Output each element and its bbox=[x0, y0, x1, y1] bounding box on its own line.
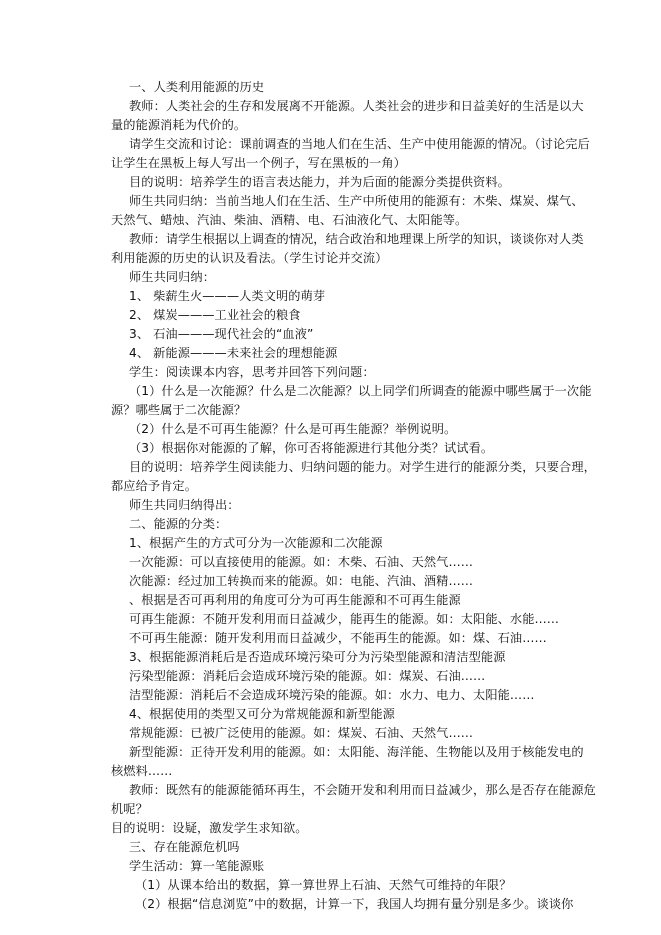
text-line: 、根据是否可再利用的角度可分为可再生能源和不可再生能源 bbox=[129, 593, 461, 607]
text-line: （1）从课本给出的数据，算一算世界上石油、天然气可维持的年限？ bbox=[135, 878, 512, 892]
text-line: 天然气、蜡烛、汽油、柴油、酒精、电、石油液化气、太阳能等。 bbox=[111, 213, 468, 227]
text-line: 核燃料…… bbox=[111, 764, 173, 778]
text-line: 3、根据能源消耗后是否造成环境污染可分为污染型能源和清洁型能源 bbox=[129, 650, 506, 664]
text-line: 4、根据使用的类型又可分为常规能源和新型能源 bbox=[129, 707, 395, 721]
text-line: 学生活动：算一笔能源账 bbox=[129, 859, 265, 873]
text-line: 师生共同归纳得出： bbox=[129, 498, 240, 512]
text-line: 请学生交流和讨论：课前调查的当地人们在生活、生产中使用能源的情况。（讨论完后 bbox=[129, 137, 590, 151]
text-line: 目的说明：培养学生的语言表达能力，并为后面的能源分类提供资料。 bbox=[129, 175, 510, 189]
text-line: 教师：请学生根据以上调查的情况，结合政治和地理课上所学的知识，谈谈你对人类 bbox=[129, 232, 584, 246]
text-line: 师生共同归纳： bbox=[129, 270, 216, 284]
text-line: （2）根据“信息浏览”中的数据，计算一下，我国人均拥有量分别是多少。谈谈你 bbox=[135, 897, 574, 911]
section-heading: 一、人类利用能源的历史 bbox=[129, 80, 265, 94]
list-item: 2、 煤炭———工业社会的粮食 bbox=[129, 308, 301, 322]
text-line: 让学生在黑板上每人写出一个例子，写在黑板的一角） bbox=[111, 156, 406, 170]
list-item: 3、 石油———现代社会的“血液” bbox=[129, 327, 314, 341]
text-line: 不可再生能源：随开发利用而日益减少，不能再生的能源。如：煤、石油…… bbox=[129, 631, 547, 645]
text-line: （3）根据你对能源的了解，你可否将能源进行其他分类？试试看。 bbox=[129, 441, 494, 455]
text-line: （2）什么是不可再生能源？什么是可再生能源？举例说明。 bbox=[129, 422, 457, 436]
section-heading: 三、存在能源危机吗 bbox=[129, 840, 240, 854]
text-line: 师生共同归纳：当前当地人们在生活、生产中所使用的能源有：木柴、煤炭、煤气、 bbox=[129, 194, 584, 208]
text-line: 教师：既然有的能源能循环再生，不会随开发和利用而日益减少，那么是否存在能源危 bbox=[129, 783, 596, 797]
text-line: 目的说明：培养学生阅读能力、归纳问题的能力。对学生进行的能源分类，只要合理， bbox=[129, 460, 596, 474]
text-line: 可再生能源：不随开发利用而日益减少，能再生的能源。如：太阳能、水能…… bbox=[129, 612, 560, 626]
text-line: 新型能源：正待开发利用的能源。如：太阳能、海洋能、生物能以及用于核能发电的 bbox=[129, 745, 584, 759]
list-item: 4、 新能源———未来社会的理想能源 bbox=[129, 346, 338, 360]
list-item: 1、 柴薪生火———人类文明的萌芽 bbox=[129, 289, 326, 303]
text-line: 学生：阅读课本内容，思考并回答下列问题： bbox=[129, 365, 375, 379]
text-line: 教师：人类社会的生存和发展离不开能源。人类社会的进步和日益美好的生活是以大 bbox=[129, 99, 584, 113]
text-line: 源？哪些属于二次能源？ bbox=[111, 403, 247, 417]
text-line: 机呢？ bbox=[111, 802, 148, 816]
text-line: 次能源：经过加工转换而来的能源。如：电能、汽油、酒精…… bbox=[129, 574, 474, 588]
text-line: 一次能源：可以直接使用的能源。如：木柴、石油、天然气…… bbox=[129, 555, 474, 569]
section-heading: 二、能源的分类： bbox=[129, 517, 228, 531]
text-line: 目的说明：设疑，激发学生求知欲。 bbox=[111, 821, 308, 835]
text-line: 都应给予肯定。 bbox=[111, 479, 198, 493]
text-line: 污染型能源：消耗后会造成环境污染的能源。如：煤炭、石油…… bbox=[129, 669, 486, 683]
text-line: 1、根据产生的方式可分为一次能源和二次能源 bbox=[129, 536, 383, 550]
text-line: 洁型能源：消耗后不会造成环境污染的能源。如：水力、电力、太阳能…… bbox=[129, 688, 535, 702]
text-line: 量的能源消耗为代价的。 bbox=[111, 118, 247, 132]
text-line: （1）什么是一次能源？什么是二次能源？以上同学们所调查的能源中哪些属于一次能 bbox=[129, 384, 592, 398]
text-line: 常规能源：已被广泛使用的能源。如：煤炭、石油、天然气…… bbox=[129, 726, 474, 740]
text-line: 利用能源的历史的认识及看法。（学生讨论并交流） bbox=[111, 251, 388, 265]
